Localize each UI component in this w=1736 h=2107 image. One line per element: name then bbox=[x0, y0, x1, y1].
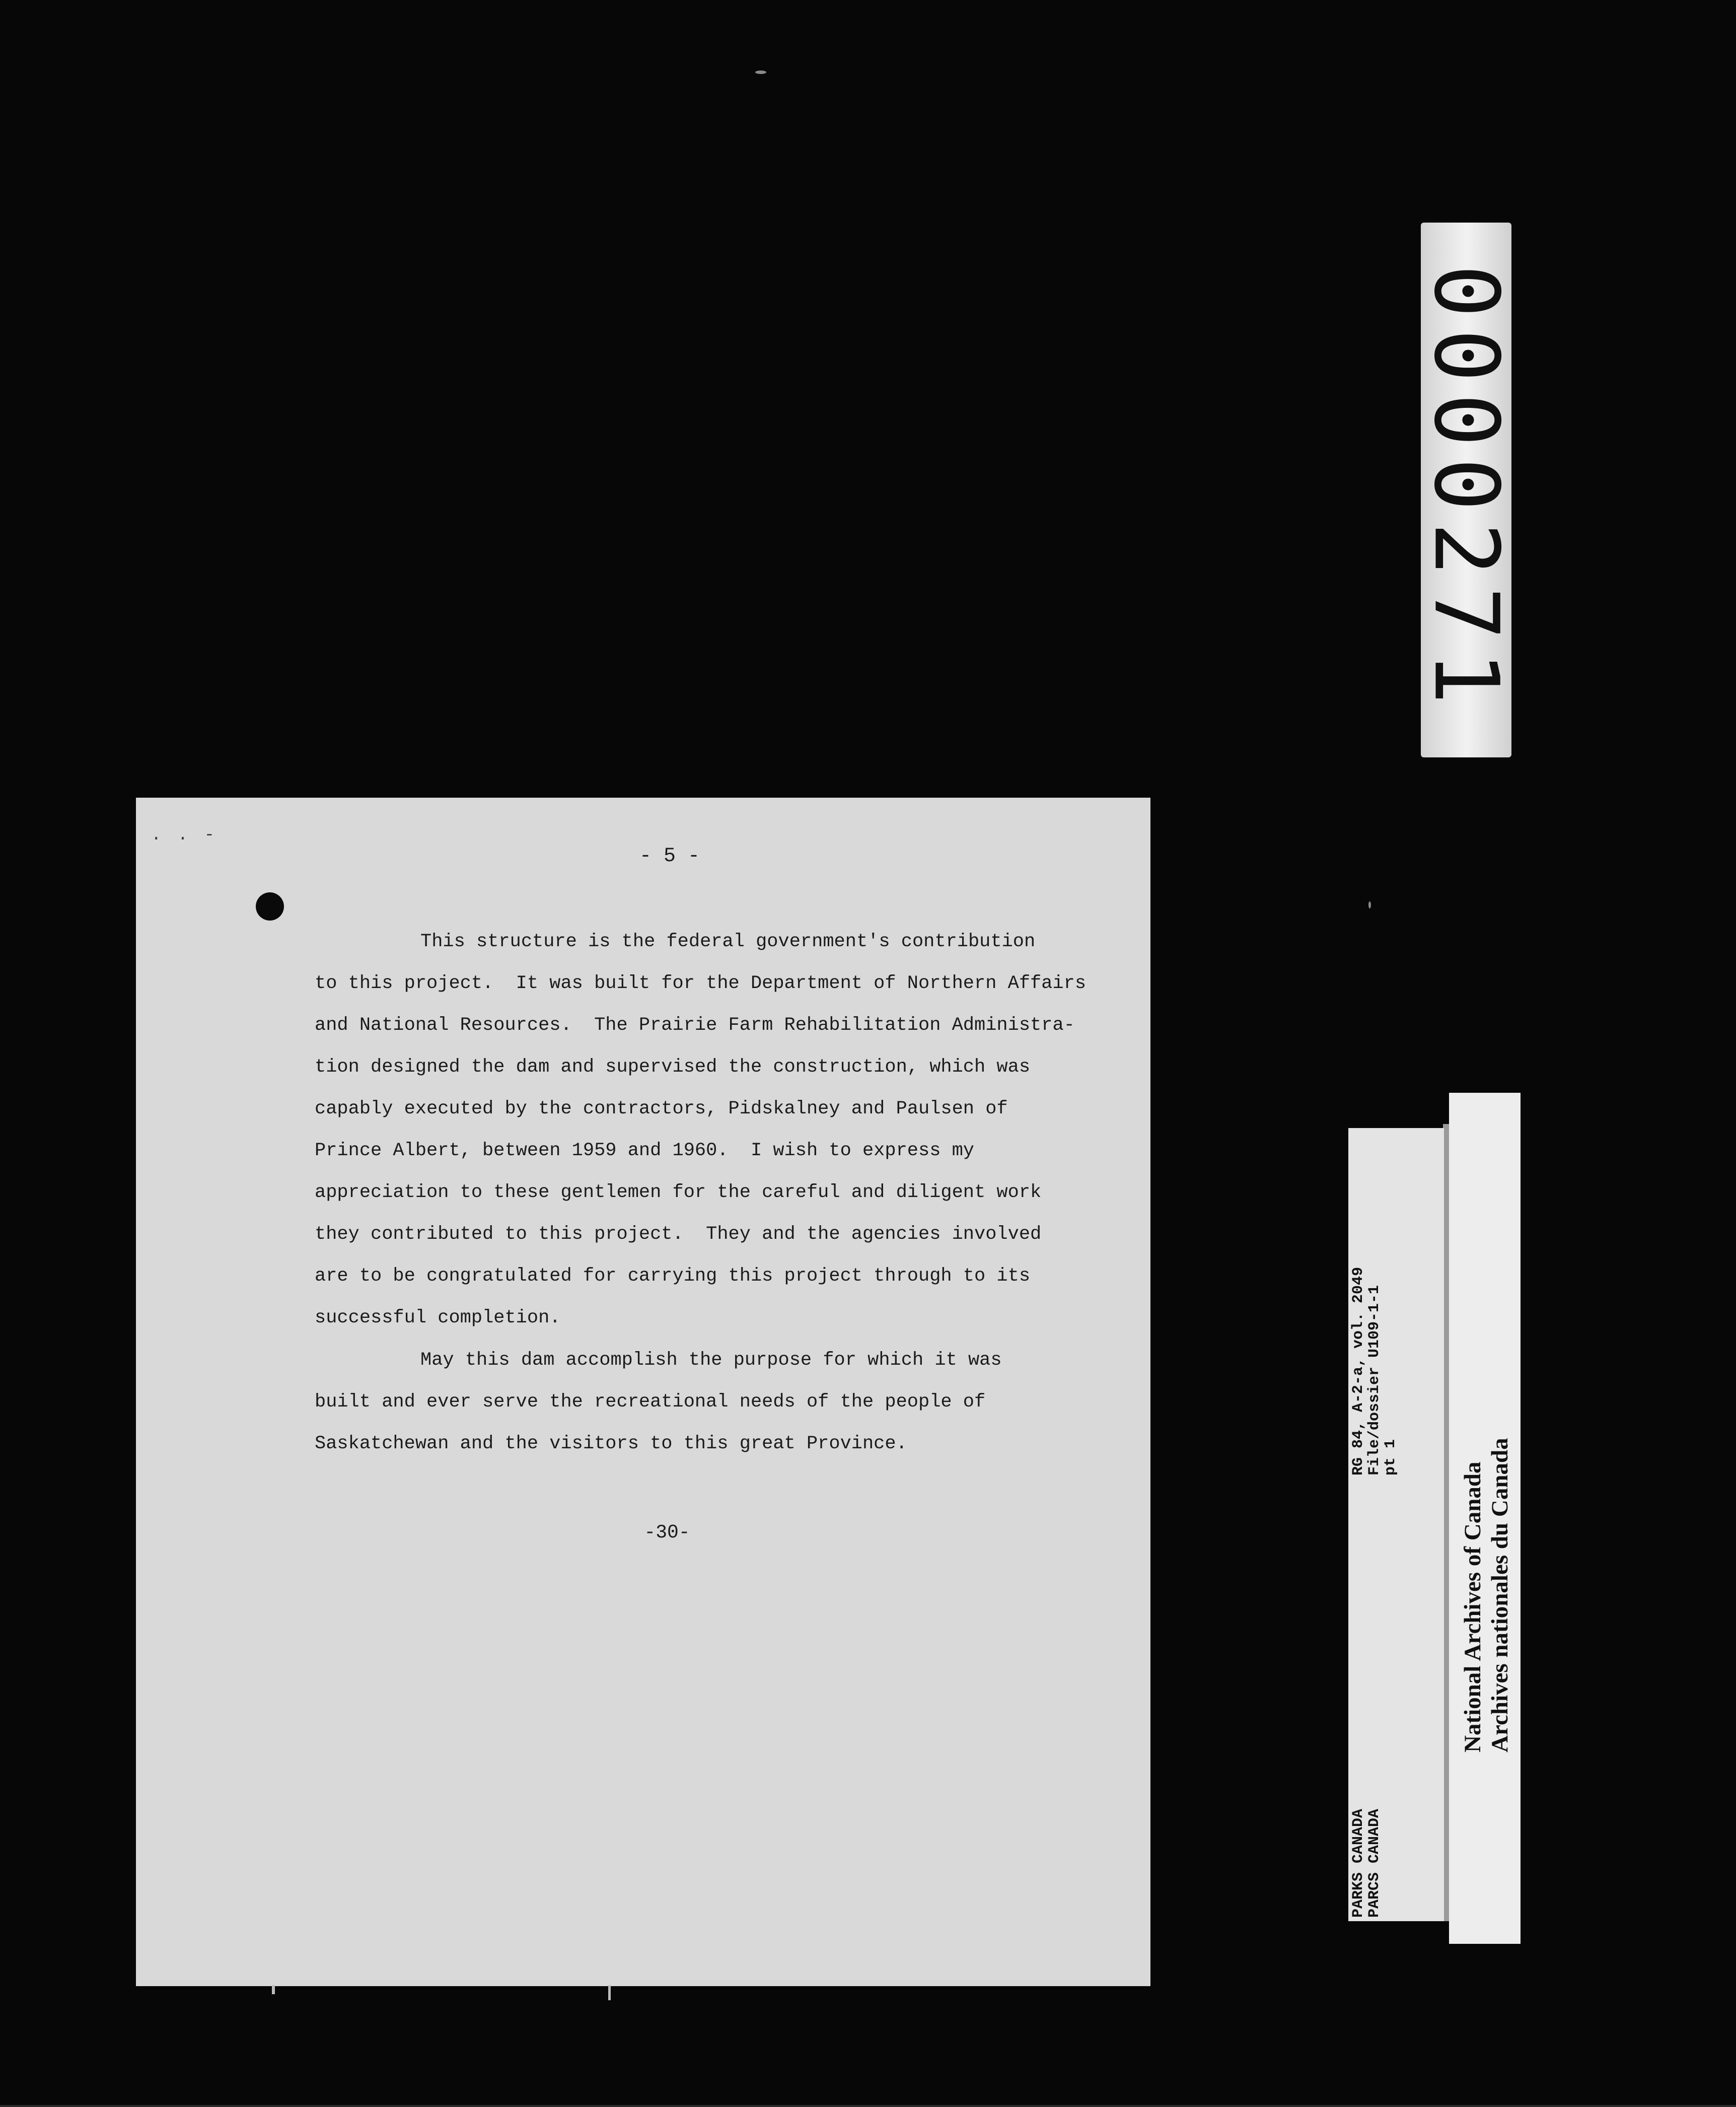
paragraph-1-line: are to be congratulated for carrying this project through to its bbox=[315, 1266, 1031, 1287]
paragraph-1-line: and National Resources. The Prairie Farm Rehabilitation Administra- bbox=[315, 1015, 1075, 1036]
archives-name bbox=[1459, 1438, 1513, 1752]
file-dossier-line: File/dossier U109-1-1 bbox=[1366, 1285, 1383, 1476]
page-edge-speck bbox=[272, 1985, 275, 1994]
record-group-line: RG 84, A-2-a, vol. 2049 bbox=[1350, 1267, 1367, 1476]
paragraph-1-line: This structure is the federal government's contribution bbox=[420, 931, 1036, 952]
agency-name bbox=[1350, 1809, 1383, 1918]
page-number: - 5 - bbox=[639, 845, 700, 868]
paragraph-1-line: they contributed to this project. They and the agencies involved bbox=[315, 1224, 1042, 1245]
agency-line-french: PARCS CANADA bbox=[1366, 1808, 1383, 1918]
punch-hole bbox=[256, 892, 284, 921]
corner-mark: . . - bbox=[151, 826, 218, 845]
paragraph-1-line: tion designed the dam and supervised the construction, which was bbox=[315, 1057, 1031, 1078]
paragraph-1-line: appreciation to these gentlemen for the careful and diligent work bbox=[315, 1182, 1042, 1203]
film-speck bbox=[1368, 901, 1371, 908]
paragraph-1-line: to this project. It was built for the Department of Northern Affairs bbox=[315, 973, 1087, 994]
file-reference bbox=[1350, 1267, 1399, 1476]
paragraph-2-line: built and ever serve the recreational needs of the people of bbox=[315, 1391, 986, 1413]
paragraph-1-line: capably executed by the contractors, Pidskalney and Paulsen of bbox=[315, 1098, 1008, 1119]
frame-counter-strip bbox=[1414, 223, 1518, 757]
film-speck bbox=[755, 71, 766, 74]
paragraph-2-line: May this dam accomplish the purpose for which it was bbox=[420, 1350, 1002, 1371]
paragraph-2-line: Saskatchewan and the visitors to this great Province. bbox=[315, 1433, 907, 1454]
agency-line-english: PARKS CANADA bbox=[1350, 1808, 1367, 1918]
archives-label bbox=[1449, 1093, 1521, 1944]
reference-label bbox=[1348, 1128, 1444, 1921]
archives-name-english: National Archives of Canada bbox=[1460, 1461, 1486, 1752]
frame-number: 0000271 bbox=[1414, 264, 1518, 716]
archives-name-french: Archives nationales du Canada bbox=[1487, 1438, 1513, 1752]
end-mark: -30- bbox=[644, 1522, 690, 1543]
part-line: pt 1 bbox=[1382, 1439, 1399, 1476]
paragraph-1-line: successful completion. bbox=[315, 1307, 561, 1328]
page-edge-speck bbox=[608, 1985, 611, 2000]
film-edge bbox=[0, 2105, 1736, 2107]
paragraph-1-line: Prince Albert, between 1959 and 1960. I wish to express my bbox=[315, 1140, 975, 1161]
